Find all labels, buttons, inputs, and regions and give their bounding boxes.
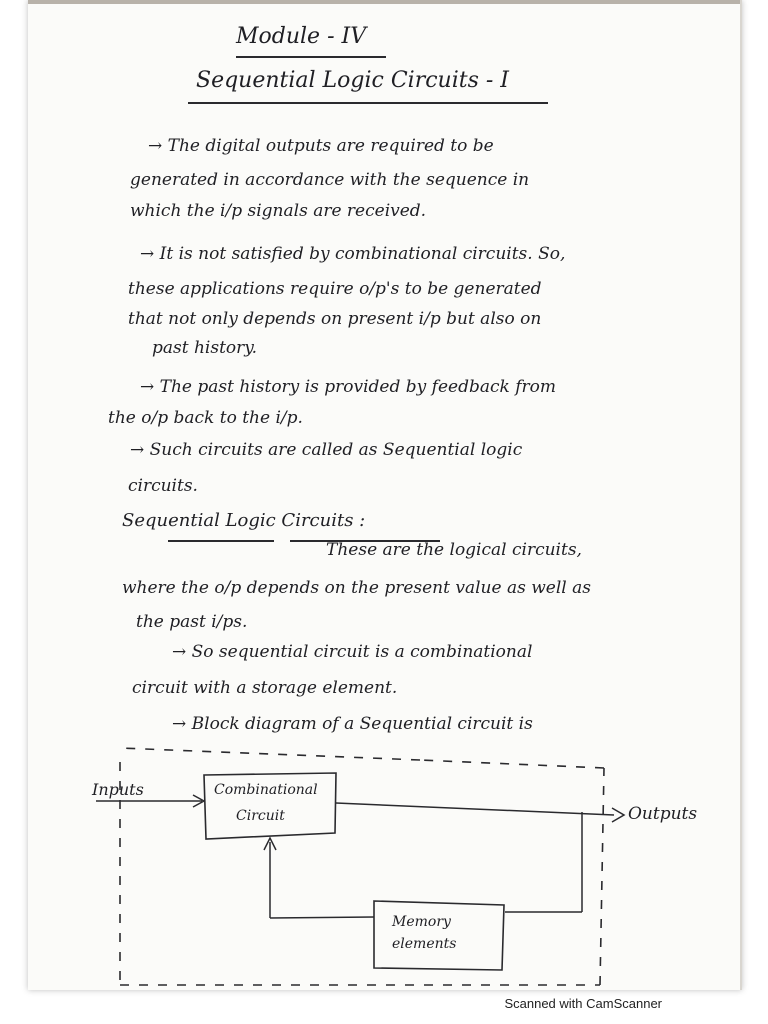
p4-line2: circuits.	[128, 476, 198, 496]
p5-line1: These are the logical circuits,	[326, 540, 582, 560]
p2-line4: past history.	[152, 338, 258, 358]
output-line	[336, 803, 614, 815]
feedback-bottom	[270, 917, 374, 918]
combinational-label-2: Circuit	[236, 808, 285, 824]
p1-line2: generated in accordance with the sequence in	[130, 170, 530, 190]
p2-line3: that not only depends on present i/p but also on	[128, 309, 542, 329]
page-title: Module - IV	[236, 24, 367, 49]
p2-line2: these applications require o/p's to be generated	[128, 279, 542, 299]
p2-line1: → It is not satisfied by combinational circuits. So,	[140, 244, 566, 264]
p7-line1: → Block diagram of a Sequential circuit is	[172, 714, 533, 734]
p3-line1: → The past history is provided by feedback from	[140, 377, 556, 397]
memory-label-1: Memory	[392, 914, 451, 930]
p4-line1: → Such circuits are called as Sequential logic	[130, 440, 523, 460]
p6-line2: circuit with a storage element.	[132, 678, 398, 698]
p3-line2: the o/p back to the i/p.	[108, 408, 303, 428]
page-subtitle: Sequential Logic Circuits - I	[196, 68, 509, 93]
p5-line3: the past i/ps.	[136, 612, 248, 632]
inputs-label: Inputs	[92, 780, 144, 799]
p5-heading: Sequential Logic Circuits :	[122, 510, 366, 531]
dashed-enclosure	[120, 748, 604, 985]
memory-label-2: elements	[392, 936, 457, 952]
scanner-watermark: Scanned with CamScanner	[504, 996, 662, 1011]
p1-line1: → The digital outputs are required to be	[148, 136, 494, 156]
outputs-label: Outputs	[628, 804, 698, 824]
combinational-label-1: Combinational	[214, 782, 318, 798]
p5-line2: where the o/p depends on the present value as well as	[122, 578, 591, 598]
p1-line3: which the i/p signals are received.	[130, 201, 427, 221]
p6-line1: → So sequential circuit is a combinational	[172, 642, 533, 662]
